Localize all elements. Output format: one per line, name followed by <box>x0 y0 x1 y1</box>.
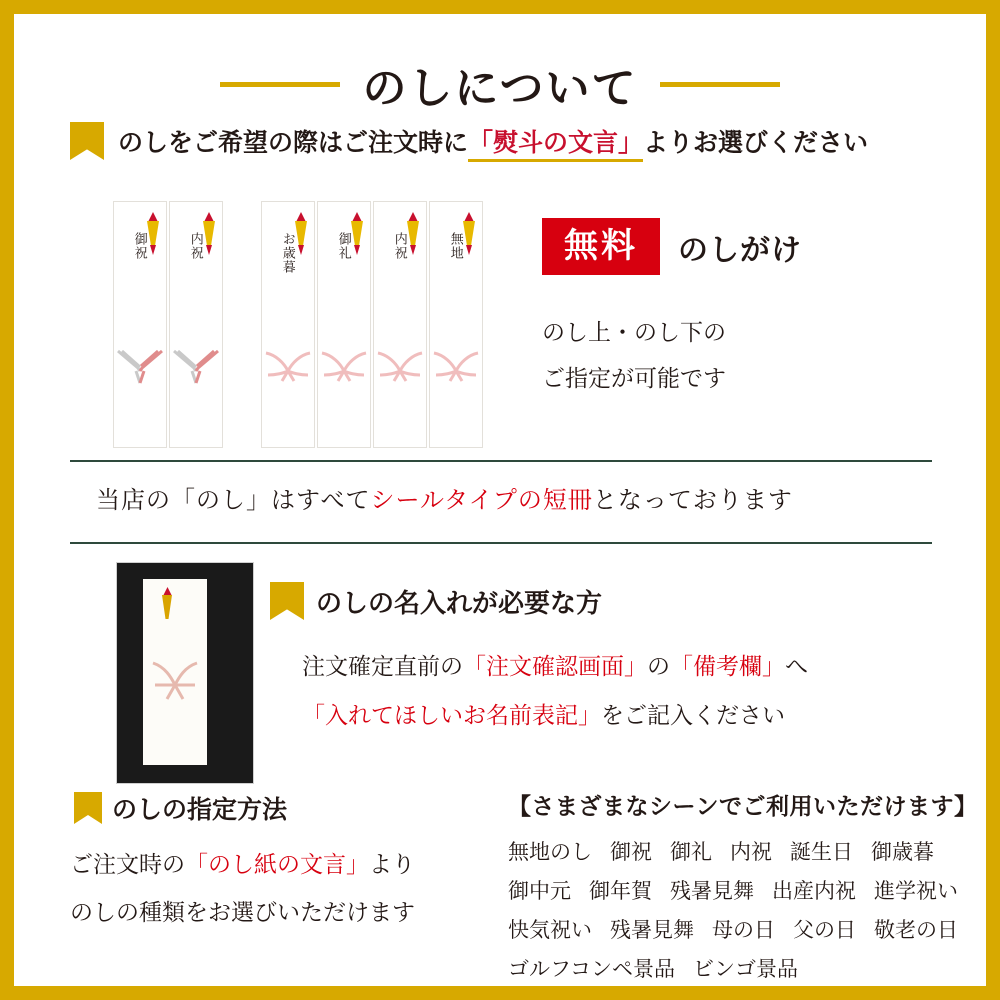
page-content <box>22 22 978 981</box>
scene-row <box>508 873 968 912</box>
mizuhiki-knot-icon <box>262 341 314 387</box>
noshi-box-photo <box>116 562 254 784</box>
noshi-strip-label-wrap <box>170 232 222 260</box>
noshi-decoration-icon <box>161 587 173 627</box>
flag-bullet-icon <box>70 122 104 160</box>
scene-row <box>508 912 968 951</box>
lead-text <box>118 123 868 159</box>
name-entry-line1-a: 注文確定直前の <box>302 653 463 679</box>
scenes-list <box>508 834 968 989</box>
flag-bullet-icon <box>270 582 304 620</box>
howto-line1 <box>70 840 490 888</box>
noshi-strip <box>114 202 166 447</box>
name-entry-line2 <box>302 691 962 740</box>
noshi-strip <box>318 202 370 447</box>
name-entry-line2-b: をご記入ください <box>601 702 785 729</box>
scene-item: 御礼 <box>670 841 712 864</box>
name-entry-line2-em: 「入れてほしいお名前表記」 <box>302 702 601 729</box>
lead-emphasis: 「熨斗の文言」 <box>468 129 643 162</box>
mizuhiki-knot-icon <box>114 341 166 387</box>
name-entry-line1-em1: 「注文確認画面」 <box>463 653 647 679</box>
noshi-strip <box>374 202 426 447</box>
noshi-strip <box>170 202 222 447</box>
seal-note-suffix: となっております <box>592 487 793 514</box>
mizuhiki-knot-icon <box>143 655 207 703</box>
noshi-strip-label: 無地 <box>448 232 464 260</box>
noshi-strip-gallery <box>114 202 482 447</box>
howto-line1-em: 「のし紙の文言」 <box>185 851 369 877</box>
scene-item: 進学祝い <box>874 879 958 903</box>
scene-item: 出産内祝 <box>772 879 856 903</box>
scene-item: ビンゴ景品 <box>692 957 798 981</box>
mizuhiki-knot-icon <box>374 341 426 387</box>
scene-item: 残暑見舞 <box>610 918 694 942</box>
noshigake-desc-line1: のし上・のし下の <box>542 319 726 346</box>
scene-item: 御中元 <box>508 879 571 903</box>
noshi-strip-label-wrap <box>262 232 314 274</box>
name-entry-heading: のしの名入れが必要な方 <box>316 587 603 618</box>
flag-bullet-icon <box>74 792 102 824</box>
scene-item: 敬老の日 <box>874 918 958 942</box>
seal-type-note <box>96 480 956 515</box>
scene-item: 誕生日 <box>790 841 853 864</box>
scene-row <box>508 951 968 990</box>
noshi-strip-group-2 <box>262 202 482 447</box>
seal-note-prefix: 当店の「のし」はすべて <box>96 487 371 514</box>
noshi-strip <box>430 202 482 447</box>
noshi-strip-label: お歳暮 <box>280 232 296 274</box>
scene-item: 内祝 <box>730 841 772 864</box>
noshigake-label: のしがけ <box>678 233 802 267</box>
noshigake-free-block <box>542 218 962 401</box>
noshi-strip-label-wrap <box>430 232 482 260</box>
name-entry-line1-c: へ <box>785 653 808 679</box>
howto-line1-a: ご注文時の <box>70 851 185 877</box>
noshi-strip-label: 内祝 <box>188 232 204 260</box>
seal-note-emphasis: シールタイプの短冊 <box>370 487 593 514</box>
divider-rule-bottom <box>70 542 932 544</box>
lead-row <box>70 122 950 160</box>
noshi-strip-label: 御礼 <box>336 232 352 260</box>
howto-heading-row <box>74 790 287 826</box>
name-entry-heading-row <box>270 582 602 620</box>
noshigake-free-row <box>542 218 962 275</box>
mizuhiki-knot-icon <box>170 341 222 387</box>
noshi-strip-label-wrap <box>114 232 166 260</box>
noshi-strip-label-wrap <box>374 232 426 260</box>
scene-item: 残暑見舞 <box>670 879 754 903</box>
noshi-strip-group-1 <box>114 202 222 447</box>
name-entry-line1-em2: 「備考欄」 <box>670 653 785 679</box>
noshi-strip-label-wrap <box>318 232 370 260</box>
divider-rule-top <box>70 460 932 462</box>
scene-item: 御歳暮 <box>871 841 934 864</box>
lead-prefix: のしをご希望の際はご注文時に <box>118 129 469 157</box>
howto-line1-b: より <box>369 851 415 877</box>
title-rule-left <box>220 82 340 87</box>
page-title: のしについて <box>362 64 638 113</box>
mizuhiki-knot-icon <box>318 341 370 387</box>
scene-item: 無地のし <box>508 841 592 864</box>
name-entry-line1-b: の <box>647 653 670 679</box>
scene-item: 御祝 <box>610 841 652 864</box>
scene-item: 御年賀 <box>589 879 652 903</box>
page-title-row <box>22 52 978 116</box>
scene-item: 母の日 <box>712 918 775 942</box>
scene-item: 快気祝い <box>508 918 592 942</box>
name-entry-line1 <box>302 642 962 691</box>
noshi-strip <box>262 202 314 447</box>
noshigake-description <box>542 309 962 401</box>
scene-item: 父の日 <box>793 918 856 942</box>
noshi-strip-label: 内祝 <box>392 232 408 260</box>
mizuhiki-knot-icon <box>430 341 482 387</box>
howto-body <box>70 840 490 937</box>
howto-heading: のしの指定方法 <box>112 796 288 824</box>
name-entry-body <box>302 642 962 741</box>
noshigake-desc-line2: ご指定が可能です <box>542 365 726 392</box>
scenes-heading: 【さまざまなシーンでご利用いただけます】 <box>508 793 978 819</box>
free-badge: 無料 <box>542 218 660 275</box>
lead-suffix: よりお選びください <box>643 129 869 157</box>
scene-item: ゴルフコンペ景品 <box>508 957 675 981</box>
noshi-strip-label: 御祝 <box>132 232 148 260</box>
scene-row <box>508 834 968 873</box>
title-rule-right <box>660 82 780 87</box>
howto-line2: のしの種類をお選びいただけます <box>70 899 415 926</box>
